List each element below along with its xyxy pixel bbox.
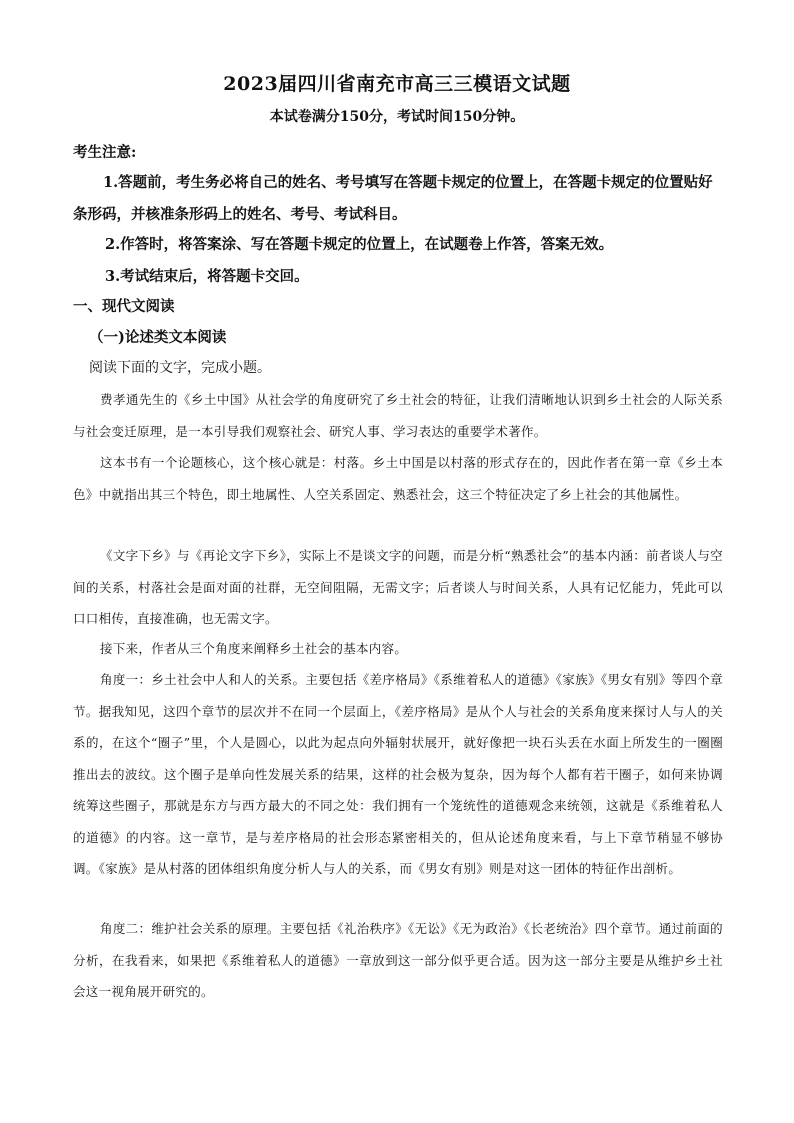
subsection-heading: （一)论述类文本阅读 [89,329,227,346]
passage-paragraph-5: 角度一：乡土社会中人和人的关系。主要包括《差序格局》《系维着私人的道德》《家族》《男女有别》等四个章节。据我知见，这四个章节的层次并不在同一个层面上，《差序格局》是从个人与社会的关系角度来探讨人与人的关系的，在这个“圈子”里，个人是圆心，以此为起点向外辐射状展开，就好像把一块石头丢在水面上所发生的一圈圈推出去的波纹。这个圈子是单向性发展关系的结果，这样的社会极为复杂，因为每个人都有若干圈子，如何来协调统筹这些圈子，那就是东方与西方最大的不同之处：我们拥有一个笼统性的道德观念来统领，这就是《系维着私人的道德》的内容。这一章节，是与差序格局的社会形态紧密相关的，但从论述角度来看，与上下章节稍显不够协调。《家族》是从村落的团体组织角度分析人与人的关系，而《男女有别》则是对这一团体的特征作出剖析。 [73,672,723,876]
notice-item-2: 2.作答时，将答案涂、写在答题卡规定的位置上，在试题卷上作答，答案无效。 [105,236,614,253]
notice-heading: 考生注意: [73,144,137,161]
section-heading: 一、现代文阅读 [73,298,175,315]
page-title: 2023届四川省南充市高三三模语文试题 [223,73,571,95]
reading-instruction: 阅读下面的文字，完成小题。 [89,360,271,376]
passage-paragraph-4: 接下来，作者从三个角度来阐释乡土社会的基本内容。 [100,641,408,656]
passage-paragraph-1: 费孝通先生的《乡土中国》从社会学的角度研究了乡土社会的特征，让我们清晰地认识到乡土社会的人际关系与社会变迁原理，是一本引导我们观察社会、研究人事、学习表达的重要学术著作。 [73,392,723,439]
notice-item-3: 3.考试结束后，将答题卡交回。 [105,268,309,285]
passage-paragraph-2: 这本书有一个论题核心，这个核心就是：村落。乡土中国是以村落的形式存在的，因此作者在第一章《乡土本色》中就指出其三个特色，即土地属性、人空关系固定、熟悉社会，这三个特征决定了乡上社会的其他属性。 [73,455,723,502]
passage-paragraph-3: 《文字下乡》与《再论文字下乡》，实际上不是谈文字的问题，而是分析“熟悉社会”的基本内涵：前者谈人与空间的关系，村落社会是面对面的社群，无空间阻隔，无需文字；后者谈人与时间关系，人具有记忆能力，凭此可以口口相传，直接准确，也无需文字。 [73,548,723,626]
notice-item-1: 1.答题前，考生务必将自己的姓名、考号填写在答题卡规定的位置上，在答题卡规定的位置贴好条形码，并核准条形码上的姓名、考号、考试科目。 [73,174,713,223]
exam-duration-note: 本试卷满分150分，考试时间150分钟。 [269,109,525,125]
passage-paragraph-6: 角度二：维护社会关系的原理。主要包括《礼治秩序》《无讼》《无为政治》《长老统治》四个章节。通过前面的分析，在我看来，如果把《系维着私人的道德》一章放到这一部分似乎更合适。因为这一部分主要是从维护乡土社会这一视角展开研究的。 [73,921,723,999]
